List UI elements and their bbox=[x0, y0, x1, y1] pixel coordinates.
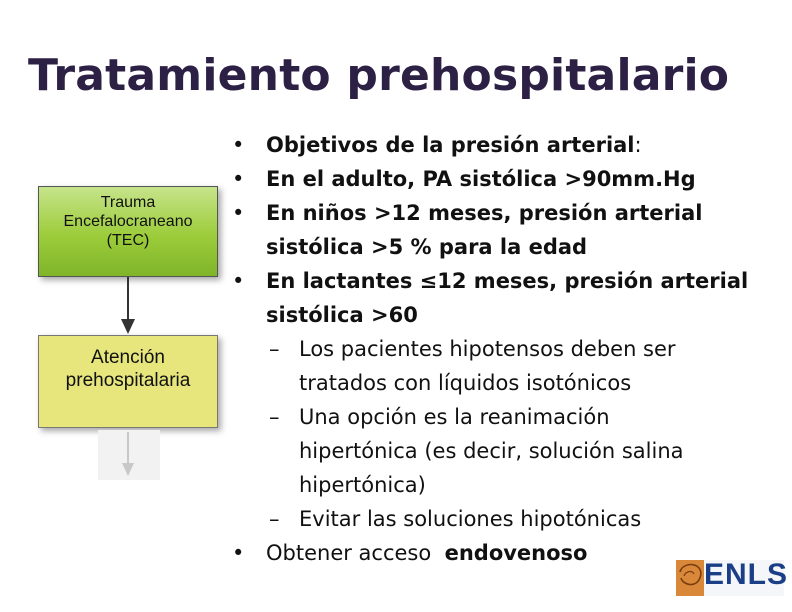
bullet-item bbox=[232, 264, 772, 298]
slide-title: Tratamiento prehospitalario bbox=[28, 50, 730, 101]
sub-bullet-item bbox=[232, 332, 772, 366]
sub-bullet-continuation: hipertónica) bbox=[299, 473, 426, 497]
bullet-icon: • bbox=[232, 269, 245, 293]
faded-arrow-icon bbox=[98, 430, 160, 480]
bullet-text: En lactantes ≤12 meses, presión arterial bbox=[266, 269, 749, 293]
bullet-item bbox=[232, 196, 772, 230]
bullet-text-bold: endovenoso bbox=[444, 541, 588, 565]
flowchart-arrow bbox=[118, 277, 138, 335]
bullet-icon: • bbox=[232, 133, 245, 157]
flowchart-box-atencion-line: Atención bbox=[91, 346, 165, 368]
bullet-text: Obtener acceso bbox=[266, 541, 432, 565]
bullet-icon: • bbox=[232, 201, 245, 225]
bullet-icon: • bbox=[232, 541, 245, 565]
bullet-colon: : bbox=[634, 133, 642, 157]
sub-bullet-item bbox=[232, 502, 772, 536]
flowchart-box-tec-line: Trauma bbox=[100, 194, 156, 211]
bullet-item bbox=[232, 128, 772, 162]
sub-bullet-item bbox=[232, 400, 772, 434]
dash-icon: – bbox=[269, 405, 280, 429]
bullet-item bbox=[232, 162, 772, 196]
bullet-icon: • bbox=[232, 167, 245, 191]
flowchart-box-atencion-line: prehospitalaria bbox=[65, 369, 191, 391]
dash-icon: – bbox=[269, 337, 280, 361]
bullet-text: En niños >12 meses, presión arterial bbox=[266, 201, 703, 225]
sub-bullet-text: Evitar las soluciones hipotónicas bbox=[299, 507, 642, 531]
bullet-text: Objetivos de la presión arterial bbox=[266, 133, 635, 157]
flowchart-box-tec-line: (TEC) bbox=[106, 232, 150, 249]
bullet-continuation: sistólica >5 % para la edad bbox=[266, 235, 588, 259]
sub-bullet-text: Una opción es la reanimación bbox=[299, 405, 610, 429]
flowchart-box-tec-line: Encefalocraneano bbox=[63, 213, 193, 230]
dash-icon: – bbox=[269, 507, 280, 531]
flowchart-box-atencion bbox=[38, 335, 218, 428]
logo-text: ENLS bbox=[704, 558, 789, 591]
sub-bullet-continuation: hipertónica (es decir, solución salina bbox=[299, 439, 684, 463]
bullet-continuation: sistólica >60 bbox=[266, 303, 418, 327]
sub-bullet-text: Los pacientes hipotensos deben ser bbox=[299, 337, 676, 361]
bullet-text: En el adulto, PA sistólica >90mm.Hg bbox=[266, 167, 696, 191]
sub-bullet-continuation: tratados con líquidos isotónicos bbox=[299, 371, 632, 395]
flowchart-box-tec bbox=[38, 186, 218, 277]
bullet-content bbox=[232, 128, 772, 570]
